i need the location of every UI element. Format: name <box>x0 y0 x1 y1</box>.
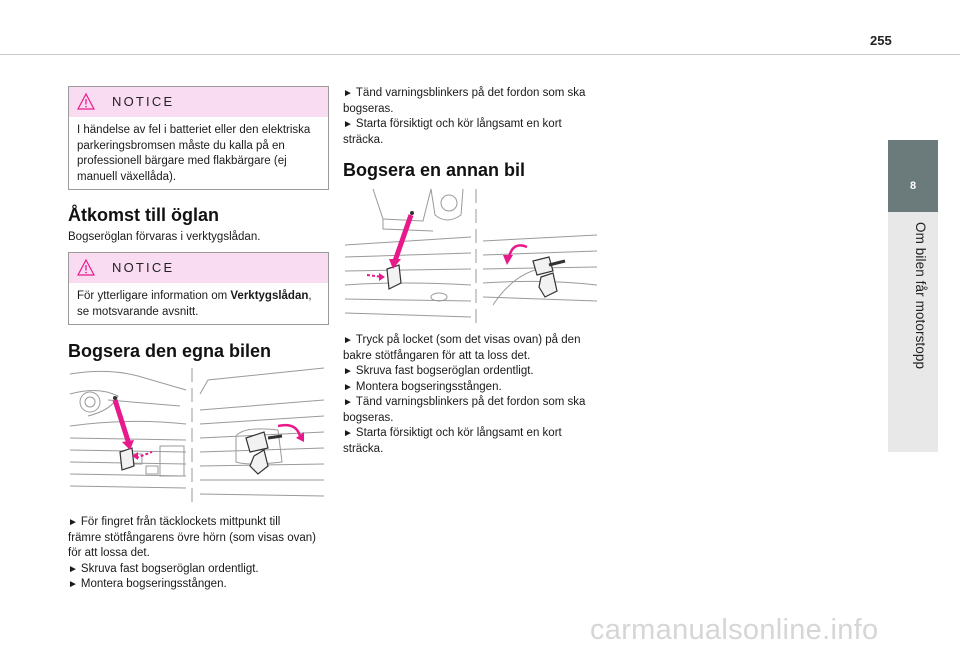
header-rule <box>0 54 960 55</box>
instruction-line: bakre stötfångaren för att ta loss det. <box>343 349 531 362</box>
instruction-line: främre stötfångarens övre hörn (som visas ovan) <box>68 531 316 544</box>
bullet-arrow-icon: ► <box>343 428 353 439</box>
bullet-arrow-icon: ► <box>343 88 353 99</box>
notice-label: NOTICE <box>112 260 175 275</box>
instructions-tow-other <box>343 333 585 457</box>
instruction-text: Tänd varningsblinkers på det fordon som ska <box>355 396 586 408</box>
page-number: 255 <box>870 33 892 48</box>
instruction-line: sträcka. <box>343 133 384 146</box>
notice-line: se motsvarande avsnitt. <box>77 305 199 318</box>
notice-bold-term: Verktygslådan <box>230 290 309 302</box>
instruction-text: Montera bogseringsstången. <box>355 380 502 393</box>
notice-header <box>69 87 328 117</box>
instruction-item <box>343 426 585 442</box>
instruction-line: sträcka. <box>343 442 384 455</box>
instruction-item <box>68 577 316 593</box>
instruction-text: Tryck på locket (som det visas ovan) på den <box>355 334 581 346</box>
notice-body <box>69 117 328 193</box>
instruction-item <box>343 364 585 380</box>
instructions-continued <box>343 86 585 148</box>
instruction-item <box>343 395 585 411</box>
instruction-item <box>343 117 585 133</box>
instruction-text: Skruva fast bogseröglan ordentligt. <box>355 365 534 377</box>
bullet-arrow-icon: ► <box>343 381 353 393</box>
notice-body <box>69 283 328 328</box>
section-heading-tow-own: Bogsera den egna bilen <box>68 341 272 361</box>
bullet-arrow-icon: ► <box>343 397 353 408</box>
section-text-access: Bogseröglan förvaras i verktygslådan. <box>68 231 261 243</box>
notice-line: parkeringsbromsen måste du kalla på en <box>77 139 285 152</box>
notice-box-toolbox <box>68 252 329 325</box>
notice-header <box>69 253 328 283</box>
instruction-item <box>343 380 585 396</box>
instruction-item <box>343 86 585 102</box>
front-cover-detail <box>113 396 152 470</box>
watermark: carmanualsonline.info <box>590 614 879 646</box>
front-bumper-illustration <box>68 366 326 512</box>
instruction-item <box>68 515 316 531</box>
warning-icon <box>77 93 95 110</box>
instruction-line: bogseras. <box>343 102 394 115</box>
bullet-arrow-icon: ► <box>68 579 78 590</box>
instruction-item <box>68 562 316 578</box>
notice-line: I händelse av fel i batteriet eller den elektriska <box>77 124 311 136</box>
instruction-item <box>343 333 585 349</box>
instruction-text: Starta försiktigt och kör långsamt en kort <box>355 118 562 130</box>
section-heading-access: Åtkomst till öglan <box>68 205 220 225</box>
bullet-arrow-icon: ► <box>343 366 353 377</box>
bullet-arrow-icon: ► <box>68 517 78 528</box>
bullet-arrow-icon: ► <box>343 335 353 346</box>
instruction-text: Montera bogseringsstången. <box>80 578 227 590</box>
notice-label: NOTICE <box>112 94 175 109</box>
chapter-number: 8 <box>909 180 917 192</box>
bullet-arrow-icon: ► <box>68 563 78 575</box>
rear-cover-detail <box>367 211 414 289</box>
rear-bumper-illustration <box>343 185 599 327</box>
instruction-text: För fingret från täcklockets mittpunkt till <box>80 516 281 528</box>
notice-text: För ytterligare information om <box>77 290 231 302</box>
warning-icon <box>77 259 95 276</box>
section-heading-tow-other: Bogsera en annan bil <box>343 160 526 180</box>
notice-line: manuell växellåda). <box>77 170 177 183</box>
instruction-text: Starta försiktigt och kör långsamt en kort <box>355 427 562 439</box>
chapter-title: Om bilen får motorstopp <box>913 222 928 370</box>
notice-text: , <box>308 290 312 302</box>
notice-line: professionell bärgare med flakbärgare (ej <box>77 155 287 167</box>
notice-line <box>77 289 320 305</box>
instruction-text: Tänd varningsblinkers på det fordon som ska <box>355 87 586 99</box>
notice-box-battery <box>68 86 329 190</box>
instructions-tow-own <box>68 515 316 593</box>
chapter-tab <box>888 140 938 212</box>
instruction-text: Skruva fast bogseröglan ordentligt. <box>80 562 259 575</box>
instruction-line: för att lossa det. <box>68 547 150 559</box>
instruction-line: bogseras. <box>343 411 394 424</box>
bullet-arrow-icon: ► <box>343 119 353 130</box>
